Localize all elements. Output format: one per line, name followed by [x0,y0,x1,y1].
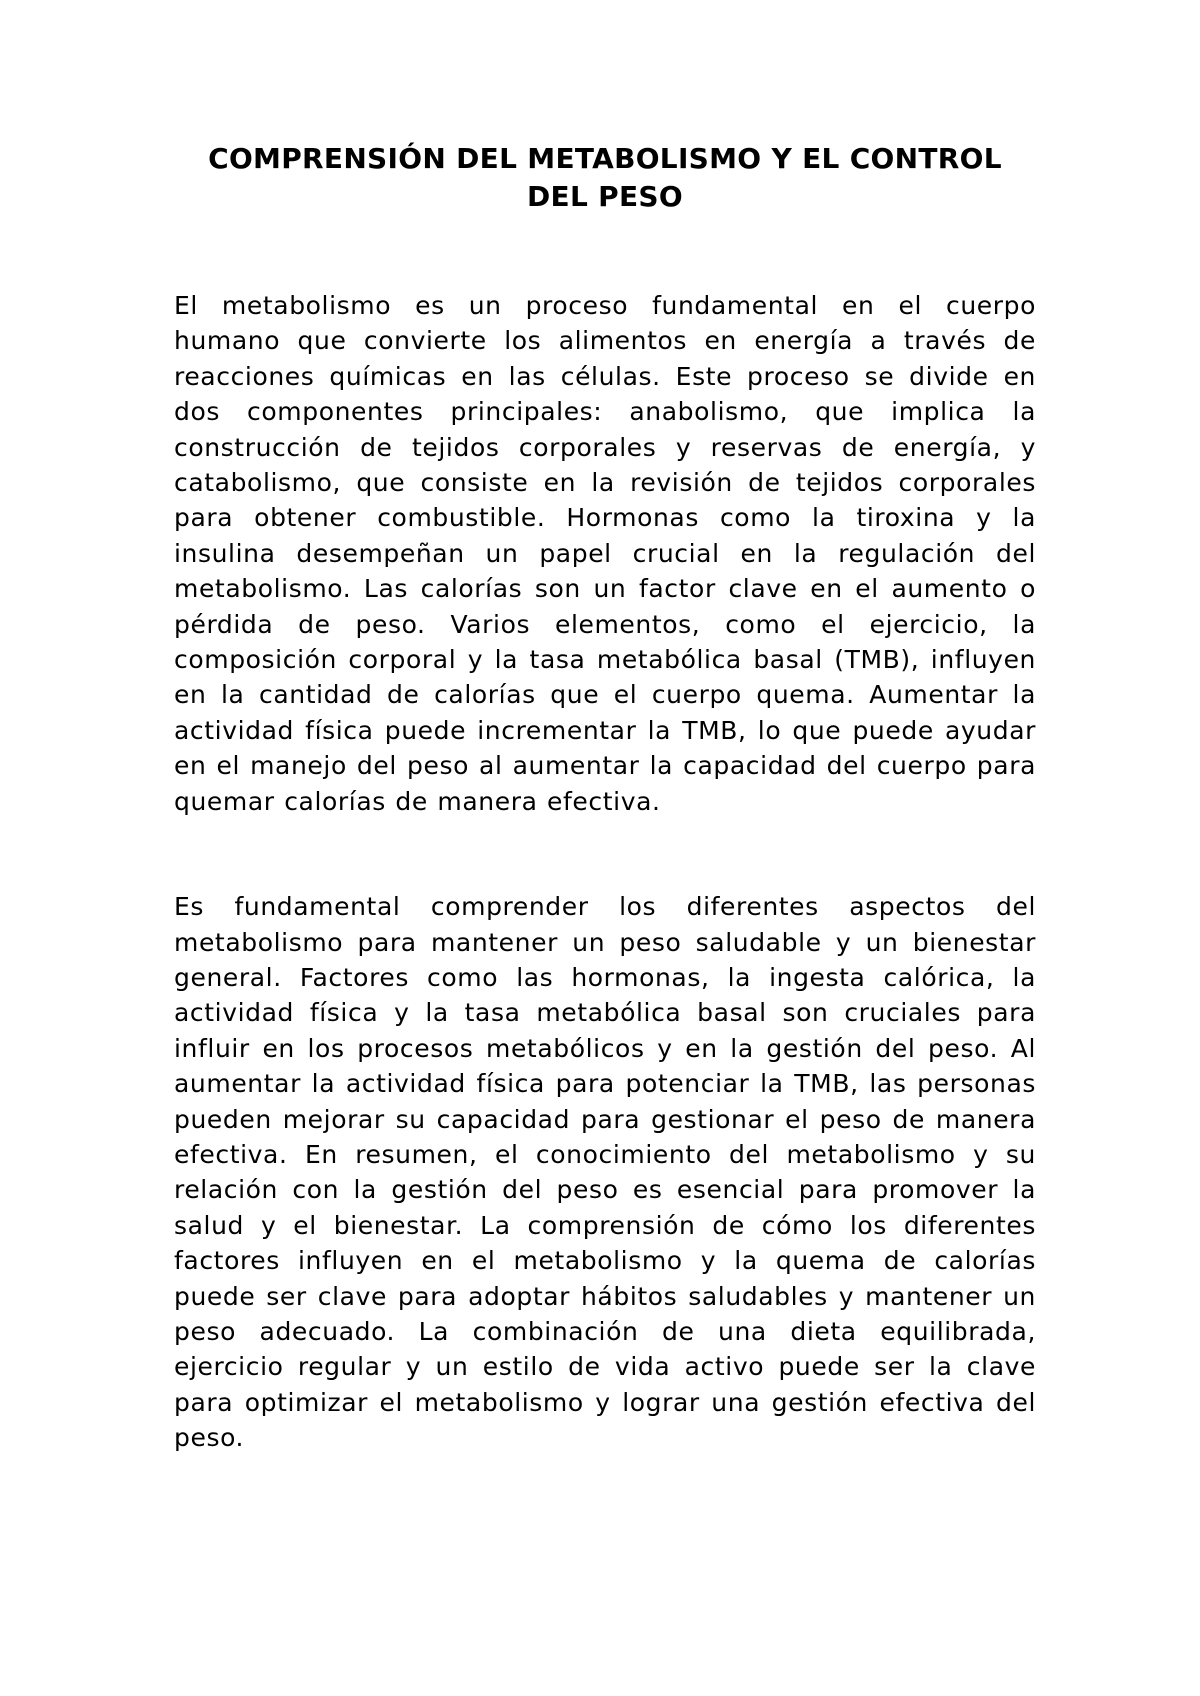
paragraph-1: El metabolismo es un proceso fundamental en el cuerpo humano que convierte los alimentos en energía a través de reacciones químicas en las células. Este proceso se divide en dos componentes principales: anabolismo, que implica la construcción de tejidos corporales y reservas de energía, y catabolismo, que consiste en la revisión de tejidos corporales para obtener combustible. Hormonas como la tiroxina y la insulina desempeñan un papel crucial en la regulación del metabolismo. Las calorías son un factor clave en el aumento o pérdida de peso. Varios elementos, como el ejercicio, la composición corporal y la tasa metabólica basal (TMB), influyen en la cantidad de calorías que el cuerpo quema. Aumentar la actividad física puede incrementar la TMB, lo que puede ayudar en el manejo del peso al aumentar la capacidad del cuerpo para quemar calorías de manera efectiva. [174,291,1036,816]
document-title: COMPRENSIÓN DEL METABOLISMO Y EL CONTROL DEL PESO [208,142,1002,213]
document-page [174,140,1036,1456]
paragraph-2: Es fundamental comprender los diferentes aspectos del metabolismo para mantener un peso saludable y un bienestar general. Factores como las hormonas, la ingesta calórica, la actividad física y la tasa metabólica basal son cruciales para influir en los procesos metabólicos y en la gestión del peso. Al aumentar la actividad física para potenciar la TMB, las personas pueden mejorar su capacidad para gestionar el peso de manera efectiva. En resumen, el conocimiento del metabolismo y su relación con la gestión del peso es esencial para promover la salud y el bienestar. La comprensión de cómo los diferentes factores influyen en el metabolismo y la quema de calorías puede ser clave para adoptar hábitos saludables y mantener un peso adecuado. La combinación de una dieta equilibrada, ejercicio regular y un estilo de vida activo puede ser la clave para optimizar el metabolismo y lograr una gestión efectiva del peso. [174,892,1036,1453]
